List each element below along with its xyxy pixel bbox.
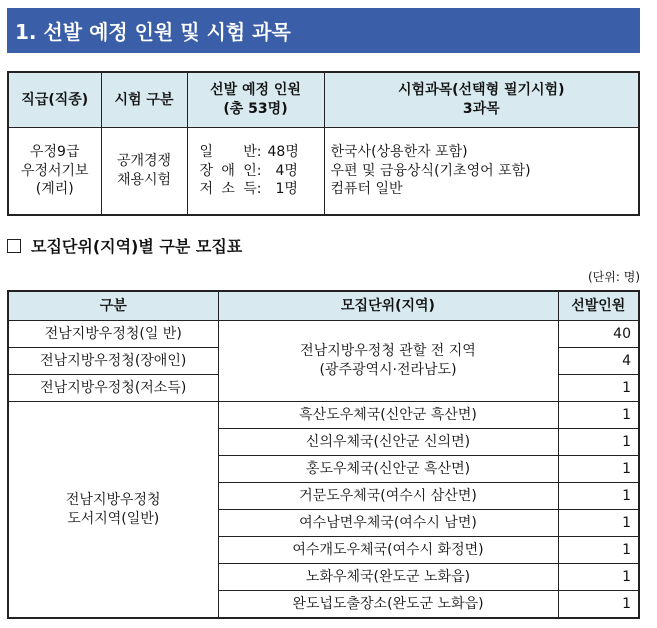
quota-value: 1명: [275, 181, 298, 198]
table-row: [8, 402, 639, 429]
header-subjects-line2: 3과목: [462, 101, 500, 117]
subject-item: 컴퓨터 일반: [330, 181, 403, 198]
checkbox-square-icon: [7, 239, 21, 253]
table-row: [8, 128, 639, 216]
subject-item: 한국사(상용한자 포함): [330, 143, 468, 160]
division-cell: 전남지방우정청(장애인): [8, 348, 218, 375]
header-unit: 모집단위(지역): [218, 291, 558, 321]
exam-line: 공개경쟁: [116, 153, 172, 170]
count-cell: 1: [558, 564, 639, 591]
quota-row: [200, 180, 324, 199]
section-title-banner: [7, 8, 640, 53]
count-cell: 1: [558, 402, 639, 429]
grade-line: (계리): [35, 181, 74, 198]
unit-cell: 홍도우체국(신안군 흑산면): [218, 456, 558, 483]
count-cell: 1: [558, 483, 639, 510]
count-cell: 1: [558, 591, 639, 619]
division-cell: [8, 402, 218, 619]
subjects-cell: [324, 128, 639, 216]
header-division: 구분: [8, 291, 218, 321]
unit-cell: 신의우체국(신안군 신의면): [218, 429, 558, 456]
exam-line: 채용시험: [116, 172, 172, 188]
exam-type-cell: [101, 128, 187, 216]
table-header-row: [8, 72, 639, 128]
count-cell: 40: [558, 321, 639, 348]
count-cell: 1: [558, 456, 639, 483]
count-cell: 1: [558, 429, 639, 456]
table-row: [8, 321, 639, 348]
table-header-row: [8, 291, 639, 321]
unit-line: 전남지방우정청 관할 전 지역: [300, 343, 476, 360]
unit-cell: 흑산도우체국(신안군 흑산면): [218, 402, 558, 429]
division-cell: 전남지방우정청(일 반): [8, 321, 218, 348]
quota-label: 저 소 득:: [199, 181, 262, 198]
section2-title: 모집단위(지역)별 구분 모집표: [31, 237, 243, 256]
section-title: 1. 선발 예정 인원 및 시험 과목: [15, 20, 291, 44]
count-cell: 1: [558, 375, 639, 402]
subject-item: 우편 및 금융상식(기초영어 포함): [330, 162, 531, 179]
grade-line: 우정9급: [30, 143, 80, 160]
grade-line: 우정서기보: [20, 162, 89, 179]
unit-cell: 노화우체국(완도군 노화읍): [218, 564, 558, 591]
header-subjects-line1: 시험과목(선택형 필기시험): [398, 82, 565, 99]
unit-note: (단위: 명): [588, 270, 640, 284]
quota-row: [200, 143, 324, 162]
header-subjects: [324, 72, 639, 128]
header-exam-type: 시험 구분: [101, 72, 187, 128]
quota-row: [200, 162, 324, 181]
unit-cell: 완도넙도출장소(완도군 노화읍): [218, 591, 558, 619]
count-cell: 1: [558, 510, 639, 537]
count-cell: 4: [558, 348, 639, 375]
quota-label: 장 애 인:: [199, 162, 262, 179]
quota-cell: [187, 128, 324, 216]
quota-value: 48명: [267, 143, 299, 160]
division-line: 전남지방우정청: [65, 491, 161, 508]
count-cell: 1: [558, 537, 639, 564]
exam-summary-table: [7, 71, 640, 216]
quota-value: 4명: [275, 162, 298, 179]
recruitment-table: [7, 290, 640, 619]
section2-heading: [7, 234, 242, 257]
header-quota-line1: 선발 예정 인원: [210, 82, 301, 99]
unit-line: (광주광역시·전라남도): [319, 362, 457, 378]
unit-cell: 여수남면우체국(여수시 남면): [218, 510, 558, 537]
unit-cell: 여수개도우체국(여수시 화정면): [218, 537, 558, 564]
quota-label: 일 반:: [199, 143, 262, 160]
grade-cell: [8, 128, 101, 216]
division-cell: 전남지방우정청(저소득): [8, 375, 218, 402]
header-count: 선발인원: [558, 291, 639, 321]
division-line: 도서지역(일반): [67, 510, 160, 527]
unit-cell: [218, 321, 558, 402]
header-grade: 직급(직종): [8, 72, 101, 128]
header-quota: [187, 72, 324, 128]
unit-cell: 거문도우체국(여수시 삼산면): [218, 483, 558, 510]
header-quota-line2: (총 53명): [223, 101, 288, 117]
